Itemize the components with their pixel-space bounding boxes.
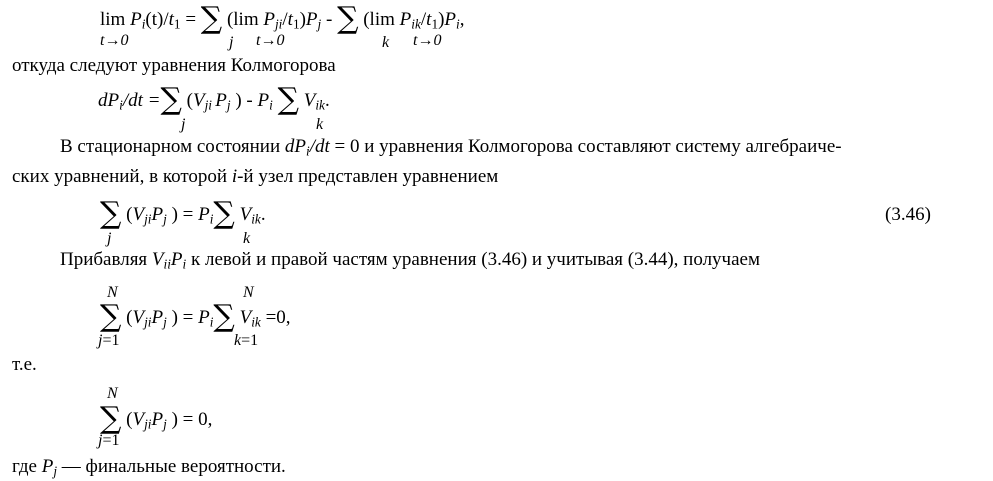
sum-lower-limit: k=1 — [234, 332, 259, 349]
sum-index: j — [181, 116, 186, 133]
sum-sign: ∑ — [213, 299, 235, 334]
equation-number: (3.46) — [885, 204, 931, 225]
equation-final-sum: ∑ ($V_{ji}P_j$ ) = 0, — [100, 401, 213, 436]
limit-subscript: t→0 — [413, 32, 442, 49]
sum-index: k — [243, 230, 251, 247]
sum-upper-limit: N — [107, 284, 118, 301]
sum-lower-limit: j=1 — [98, 432, 120, 449]
body-text: откуда следуют уравнения Колмогорова — [12, 55, 336, 76]
sum-sign: ∑ — [100, 401, 122, 436]
sum-sign: ∑ — [100, 299, 122, 334]
sum-sign: ∑ — [160, 82, 182, 117]
sum-index: j — [229, 34, 234, 51]
sum-sign: ∑ — [100, 196, 122, 231]
sum-upper-limit: N — [107, 385, 118, 402]
limit-subscript: t→0 — [256, 32, 285, 49]
sum-index: k — [316, 116, 324, 133]
body-text: В стационарном состоянии $dP_i/dt = 0$ и уравнения Колмогорова составляют систему алгебраиче- — [60, 136, 842, 159]
sum-sign: ∑ — [200, 1, 223, 36]
body-text: где $P_j$ — финальные вероятности. — [12, 456, 286, 479]
sum-sign: ∑ — [277, 82, 299, 117]
sum-index: k — [382, 34, 390, 51]
sum-lower-limit: j=1 — [98, 332, 120, 349]
body-text: Прибавляя $V_{ii}P_i$ к левой и правой частям уравнения (3.46) и учитывая (3.44), получаем — [60, 249, 760, 272]
equation-limit: $\lim P_i(t)/t_1$ = ∑ (lim $P_{ji}/t_1)P_j$ - ∑ (lim $P_{ik}/t_1)P_i$, — [100, 1, 465, 36]
sum-sign: ∑ — [213, 196, 235, 231]
equation-sum-full: ∑ ($V_{ji}P_j$ ) = $P_i\sum$ $V_{ik} =0$, — [100, 299, 291, 334]
limit-subscript: t→0 — [100, 32, 129, 49]
equation-stationary: ∑ ($V_{ji}P_j$ ) = $P_i\sum$ $V_{ik}$. — [100, 196, 266, 231]
equation-kolmogorov: $dP_i/dt$ =∑ ($V_{ji}$ $P_j$ ) - $P_i$ ∑ $V_{ik}$. — [98, 82, 330, 117]
sum-index: j — [107, 230, 112, 247]
sum-sign: ∑ — [337, 1, 359, 36]
sum-upper-limit: N — [243, 284, 254, 301]
body-text: ских уравнений, в которой i-й узел представлен уравнением — [12, 166, 499, 187]
body-text: т.е. — [12, 354, 37, 375]
